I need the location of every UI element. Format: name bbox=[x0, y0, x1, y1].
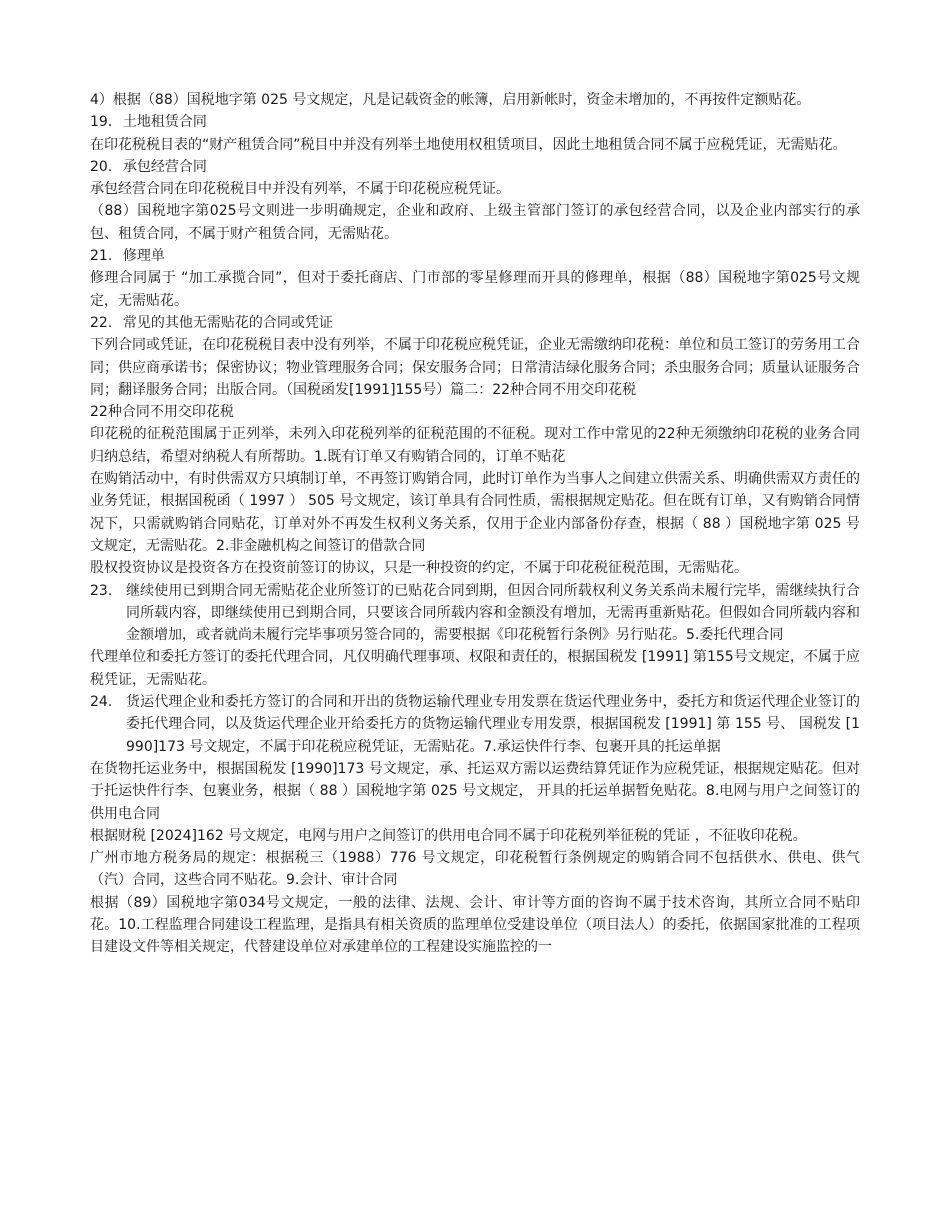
paragraph: 根据（89）国税地字第034号文规定，一般的法律、法规、会计、审计等方面的咨询不属于技术咨询，其所立合同不贴印花。10.工程监理合同建设工程监理，是指具有相关资质的监理单位受建设单位（项目法人）的委托，依据国家批准的工程项目建设文件等相关规定，代替建设单位对承建单位的工程建设实施监控的一 bbox=[90, 894, 860, 956]
paragraph: 股权投资协议是投资各方在投资前签订的协议，只是一种投资的约定，不属于印花税征税范围，无需贴花。 bbox=[90, 560, 748, 577]
section-heading bbox=[90, 156, 860, 178]
paragraph: （88）国税地字第025号文则进一步明确规定，企业和政府、上级主管部门签订的承包经营合同，以及企业内部实行的承包、租赁合同，不属于财产租赁合同，无需贴花。 bbox=[90, 203, 860, 242]
section-number: 21. bbox=[90, 248, 113, 265]
numbered-item bbox=[90, 580, 860, 647]
section-number: 22. bbox=[90, 314, 113, 331]
section-number: 19. bbox=[90, 114, 113, 131]
section-title: 常见的其他无需贴花的合同或凭证 bbox=[122, 314, 333, 331]
paragraph: 印花税的征税范围属于正列举，未列入印花税列举的征税范围的不征税。现对工作中常见的22种无须缴纳印花税的业务合同归纳总结，希望对纳税人有所帮助。1.既有订单又有购销合同的，订单不贴花 bbox=[90, 426, 860, 465]
document-body bbox=[90, 89, 860, 959]
item-number: 24. bbox=[90, 694, 113, 711]
section-number: 20. bbox=[90, 158, 113, 175]
paragraph: 在货物托运业务中，根据国税发 [1990]173 号文规定，承、托运双方需以运费结算凭证作为应税凭证，根据规定贴花。但对于托运快件行李、包裹业务，根据（ 88 ）国税地字第 025 号文规定， 开具的托运单据暂免贴花。8.电网与用户之间签订的供用电合同 bbox=[90, 760, 860, 822]
numbered-item bbox=[90, 691, 860, 758]
paragraph: 广州市地方税务局的规定：根据税三（1988）776 号文规定，印花税暂行条例规定的购销合同不包括供水、供电、供气（汽）合同，这些合同不贴花。9.会计、审计合同 bbox=[90, 850, 860, 889]
paragraph: 修理合同属于 “加工承揽合同”，但对于委托商店、门市部的零星修理而开具的修理单，根据（88）国税地字第025号文规定，无需贴花。 bbox=[90, 270, 860, 309]
section-title: 修理单 bbox=[122, 248, 165, 265]
item-text: 货运代理企业和委托方签订的合同和开出的货物运输代理业专用发票在货运代理业务中，委托方和货运代理企业签订的委托代理合同，以及货运代理企业开给委托方的货物运输代理业专用发票，根据国税发 [1991] 第 155 号、 国税发 [1990]173 号文规定，不属于印花税应税凭证，无需贴花。7.承运快件行李、包裹开具的托运单据 bbox=[126, 694, 860, 755]
paragraph: 根据财税 [2024]162 号文规定，电网与用户之间签订的供用电合同不属于印花税列举征税的凭证 ，不征收印花税。 bbox=[90, 827, 807, 844]
paragraph: 22种合同不用交印花税 bbox=[90, 404, 234, 421]
section-heading bbox=[90, 245, 860, 267]
paragraph: 在印花税税目表的“财产租赁合同”税目中并没有列举土地使用权租赁项目，因此土地租赁合同不属于应税凭证，无需贴花。 bbox=[90, 136, 847, 153]
paragraph: 在购销活动中，有时供需双方只填制订单，不再签订购销合同，此时订单作为当事人之间建立供需关系、明确供需双方责任的业务凭证，根据国税函（ 1997 ） 505 号文规定，该订单具有合同性质，需根据规定贴花。但在既有订单，又有购销合同情况下，只需就购销合同贴花，订单对外不再发生权利义务关系，仅用于企业内部备份存查，根据（ 88 ）国税地字第 025 号文规定，无需贴花。2.非金融机构之间签订的借款合同 bbox=[90, 471, 860, 554]
paragraph: 4）根据（88）国税地字第 025 号文规定，凡是记载资金的帐簿，启用新帐时，资金未增加的，不再按件定额贴花。 bbox=[90, 92, 811, 108]
section-title: 土地租赁合同 bbox=[122, 114, 207, 131]
paragraph: 下列合同或凭证，在印花税税目表中没有列举，不属于印花税应税凭证，企业无需缴纳印花税：单位和员工签订的劳务用工合同；供应商承诺书；保密协议；物业管理服务合同；保安服务合同；日常清洁绿化服务合同；杀虫服务合同；质量认证服务合同；翻译服务合同；出版合同。（国税函发[1991]155号）篇二：22种合同不用交印花税 bbox=[90, 337, 860, 398]
paragraph: 代理单位和委托方签订的委托代理合同，凡仅明确代理事项、权限和责任的，根据国税发 [1991] 第155号文规定，不属于应税凭证，无需贴花。 bbox=[90, 649, 860, 688]
item-number: 23. bbox=[90, 582, 113, 599]
section-heading bbox=[90, 312, 860, 334]
paragraph: 承包经营合同在印花税税目中并没有列举，不属于印花税应税凭证。 bbox=[90, 181, 510, 198]
section-heading bbox=[90, 111, 860, 133]
section-title: 承包经营合同 bbox=[122, 158, 207, 175]
item-text: 继续使用已到期合同无需贴花企业所签订的已贴花合同到期，但因合同所载权利义务关系尚未履行完毕，需继续执行合同所载内容，即继续使用已到期合同，只要该合同所载内容和金额没有增加，无需再重新贴花。但假如合同所载内容和金额增加，或者就尚未履行完毕事项另签合同的，需要根据《印花税暂行条例》另行贴花。5.委托代理合同 bbox=[126, 582, 860, 644]
